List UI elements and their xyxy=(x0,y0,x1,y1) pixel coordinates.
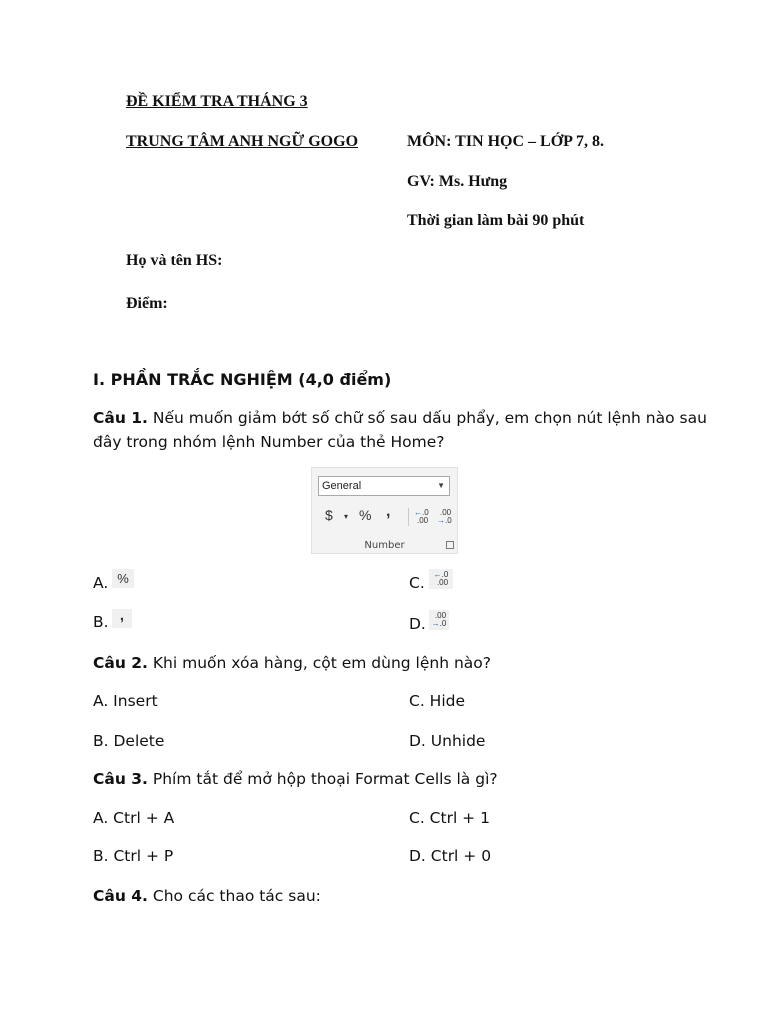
divider xyxy=(408,508,409,526)
question-2 xyxy=(93,654,491,672)
question-text: Phím tắt để mở hộp thoại Format Cells là gì? xyxy=(152,770,498,788)
q3-option-d: D. Ctrl + 0 xyxy=(409,847,492,865)
currency-icon: $ xyxy=(325,507,333,523)
dialog-launcher-icon xyxy=(446,541,454,549)
question-text: Nếu muốn giảm bớt số chữ số sau dấu phẩy, em chọn nút lệnh nào sau xyxy=(152,409,707,427)
student-name-label: Họ và tên HS: xyxy=(126,252,223,269)
q1-option-b-label: B. xyxy=(93,613,109,631)
question-label: Câu 3. xyxy=(93,770,148,788)
percent-icon: % xyxy=(112,569,134,588)
increase-decimal-icon: ←.0 .00 xyxy=(414,508,429,525)
q3-option-b: B. Ctrl + P xyxy=(93,847,174,865)
subject-line: MÔN: TIN HỌC – LỚP 7, 8. xyxy=(407,133,605,150)
decrease-decimal-icon: .00 →.0 xyxy=(437,508,452,525)
number-group-label: Number xyxy=(364,540,405,551)
q2-option-a: A. Insert xyxy=(93,692,158,710)
question-label: Câu 4. xyxy=(93,887,148,905)
number-format-value: General xyxy=(322,480,362,492)
chevron-down-icon: ▾ xyxy=(344,512,349,521)
q2-option-b: B. Delete xyxy=(93,732,165,750)
comma-style-icon: , xyxy=(112,609,132,628)
excel-number-ribbon xyxy=(311,467,458,554)
comma-style-icon: , xyxy=(386,503,391,520)
score-label: Điểm: xyxy=(126,295,168,312)
q1-option-d-label: D. xyxy=(409,615,426,633)
exam-title: ĐỀ KIỂM TRA THÁNG 3 xyxy=(126,93,308,110)
question-text: Cho các thao tác sau: xyxy=(152,887,321,905)
q3-option-a: A. Ctrl + A xyxy=(93,809,175,827)
percent-icon: % xyxy=(359,507,372,523)
question-text: Khi muốn xóa hàng, cột em dùng lệnh nào? xyxy=(152,654,491,672)
chevron-down-icon: ▼ xyxy=(437,481,445,490)
q3-option-c: C. Ctrl + 1 xyxy=(409,809,490,827)
question-3 xyxy=(93,770,498,788)
question-4 xyxy=(93,887,321,905)
question-1-line1 xyxy=(93,409,707,427)
q2-option-c: C. Hide xyxy=(409,692,466,710)
question-1-line2: đây trong nhóm lệnh Number của thẻ Home? xyxy=(93,433,445,451)
q2-option-d: D. Unhide xyxy=(409,732,486,750)
question-label: Câu 1. xyxy=(93,409,148,427)
q1-option-c-label: C. xyxy=(409,574,425,592)
number-format-dropdown xyxy=(318,476,450,496)
teacher-line: GV: Ms. Hưng xyxy=(407,173,508,190)
duration-line: Thời gian làm bài 90 phút xyxy=(407,212,585,229)
center-name: TRUNG TÂM ANH NGỮ GOGO xyxy=(126,133,359,150)
q1-option-a-label: A. xyxy=(93,574,109,592)
question-label: Câu 2. xyxy=(93,654,148,672)
section-title: I. PHẦN TRẮC NGHIỆM (4,0 điểm) xyxy=(93,370,392,389)
increase-decimal-icon: .00 →.0 xyxy=(429,610,449,630)
decrease-decimal-icon: ←.0 .00 xyxy=(429,569,453,589)
